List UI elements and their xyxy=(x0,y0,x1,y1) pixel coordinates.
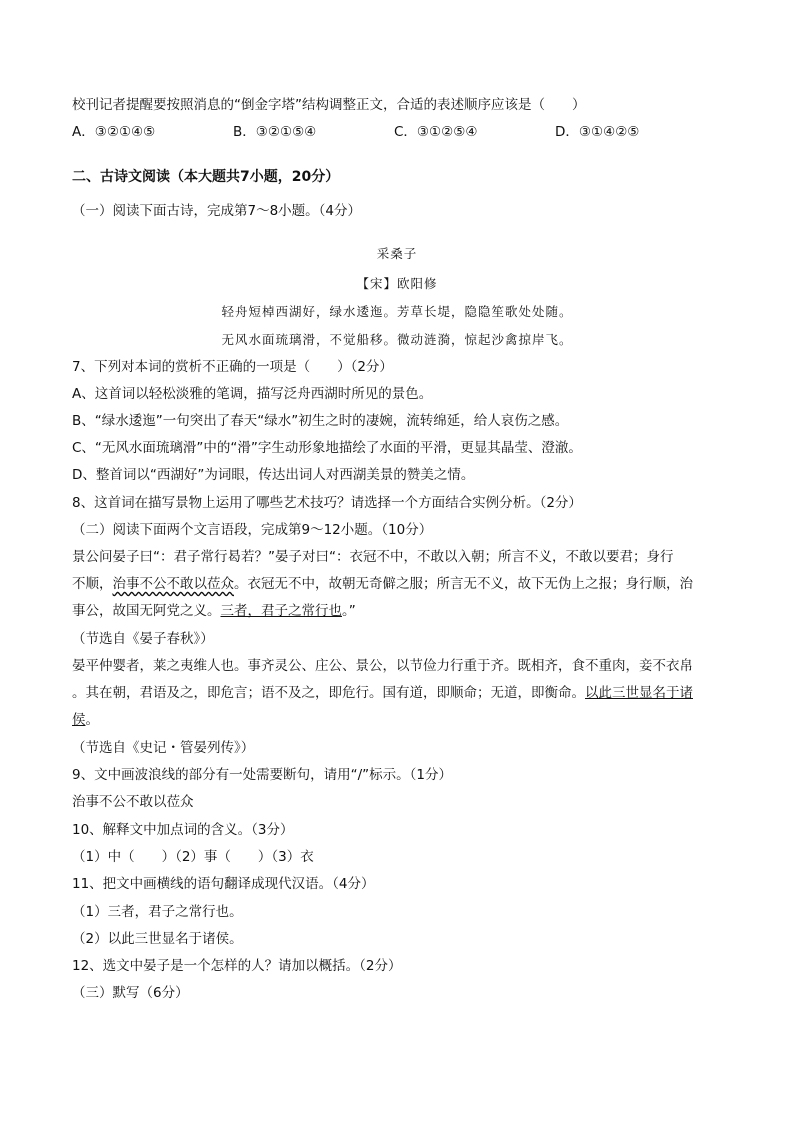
q10-items: （1）中（ ）（2）事（ ）（3）衣 xyxy=(72,849,314,865)
q8-stem: 8、这首词在描写景物上运用了哪些艺术技巧？请选择一个方面结合实例分析。（2分） xyxy=(72,495,582,511)
q6-option-c: C．③①②⑤④ xyxy=(394,124,478,140)
underlined-sentence-1: 三者，君子之常行也 xyxy=(220,603,342,619)
passage2-text: 。 xyxy=(85,712,99,728)
underlined-sentence-2-end: 侯 xyxy=(72,712,86,728)
section2-title: 二、古诗文阅读（本大题共7小题，20分） xyxy=(72,169,340,185)
passage2-text: 。其在朝，君语及之，即危言；语不及之，即危行。国有道，即顺命；无道，即衡命。 xyxy=(72,685,585,701)
q6-option-d: D．③①④②⑤ xyxy=(555,124,640,140)
passage2-line-2 xyxy=(72,683,724,703)
poem-line-2: 无风水面琉璃滑，不觉船移。微动涟漪，惊起沙禽掠岸飞。 xyxy=(221,332,573,347)
q12-stem: 12、选文中晏子是一个怎样的人？请加以概括。（2分） xyxy=(72,958,402,974)
q7-option-b: B、“绿水逶迤”一句突出了春天“绿水”初生之时的凄婉，流转绵延，给人哀伤之感。 xyxy=(72,413,569,429)
q6-option-a: A．③②①④⑤ xyxy=(72,124,156,140)
underlined-sentence-2: 以此三世显名于诸 xyxy=(585,685,693,701)
q6-option-b: B．③②①⑤④ xyxy=(233,124,317,140)
passage2-line-1: 晏平仲婴者，莱之夷维人也。事齐灵公、庄公、景公，以节俭力行重于齐。既相齐，食不重肉，妾不衣帛 xyxy=(72,658,693,674)
q9-text: 治事不公不敢以莅众 xyxy=(72,794,194,810)
q7-option-c: C、“无风水面琉璃滑”中的“滑”字生动形象地描绘了水面的平滑，更显其晶莹、澄澈。 xyxy=(72,440,582,456)
passage1-line-3 xyxy=(72,601,724,621)
passage2-line-3 xyxy=(72,710,724,730)
passage1-text: 不顺， xyxy=(72,576,113,592)
passage1-line-1: 景公问晏子曰“：君子常行曷若？”晏子对曰“：衣冠不中，不敢以入朝；所言不义，不敢以要君；身行 xyxy=(72,549,674,565)
q10-stem: 10、解释文中加点词的含义。（3分） xyxy=(72,822,294,838)
q7-option-a: A、这首词以轻松淡雅的笔调，描写泛舟西湖时所见的景色。 xyxy=(72,386,433,402)
passage1-text: 。” xyxy=(342,603,356,619)
q9-stem: 9、文中画波浪线的部分有一处需要断句，请用“/”标示。（1分） xyxy=(72,767,452,783)
q6-options xyxy=(72,122,724,142)
poem-title: 采桑子 xyxy=(376,246,418,261)
poem-author: 【宋】欧阳修 xyxy=(356,276,438,291)
q11-stem: 11、把文中画横线的语句翻译成现代汉语。（4分） xyxy=(72,876,375,892)
source-1: （节选自《晏子春秋》） xyxy=(72,631,214,647)
q7-stem: 7、下列对本词的赏析不正确的一项是（ ）（2分） xyxy=(72,359,393,375)
q7-option-d: D、整首词以“西湖好”为词眼，传达出词人对西湖美景的赞美之情。 xyxy=(72,467,475,483)
source-2: （节选自《史记・管晏列传》） xyxy=(72,740,255,756)
part3-title: （三）默写（6分） xyxy=(72,985,189,1001)
passage1-line-2 xyxy=(72,574,724,594)
poem-line-1: 轻舟短棹西湖好，绿水逶迤。芳草长堤，隐隐笙歌处处随。 xyxy=(221,304,573,319)
passage1-text: 事公，故国无阿党之义。 xyxy=(72,603,221,619)
q6-stem: 校刊记者提醒要按照消息的“倒金字塔”结构调整正文，合适的表述顺序应该是（ ） xyxy=(72,97,586,113)
q11-sentence-1: （1）三者，君子之常行也。 xyxy=(72,904,243,920)
part1-title: （一）阅读下面古诗，完成第7～8小题。（4分） xyxy=(72,203,362,219)
q11-sentence-2: （2）以此三世显名于诸侯。 xyxy=(72,931,243,947)
part2-title: （二）阅读下面两个文言语段，完成第9～12小题。（10分） xyxy=(72,522,433,538)
wavy-underlined-text: 治事不公不敢以莅众 xyxy=(112,576,234,592)
passage1-text: 。衣冠无不中，故朝无奇僻之服；所言无不义，故下无伪上之报；身行顺，治 xyxy=(234,576,693,592)
